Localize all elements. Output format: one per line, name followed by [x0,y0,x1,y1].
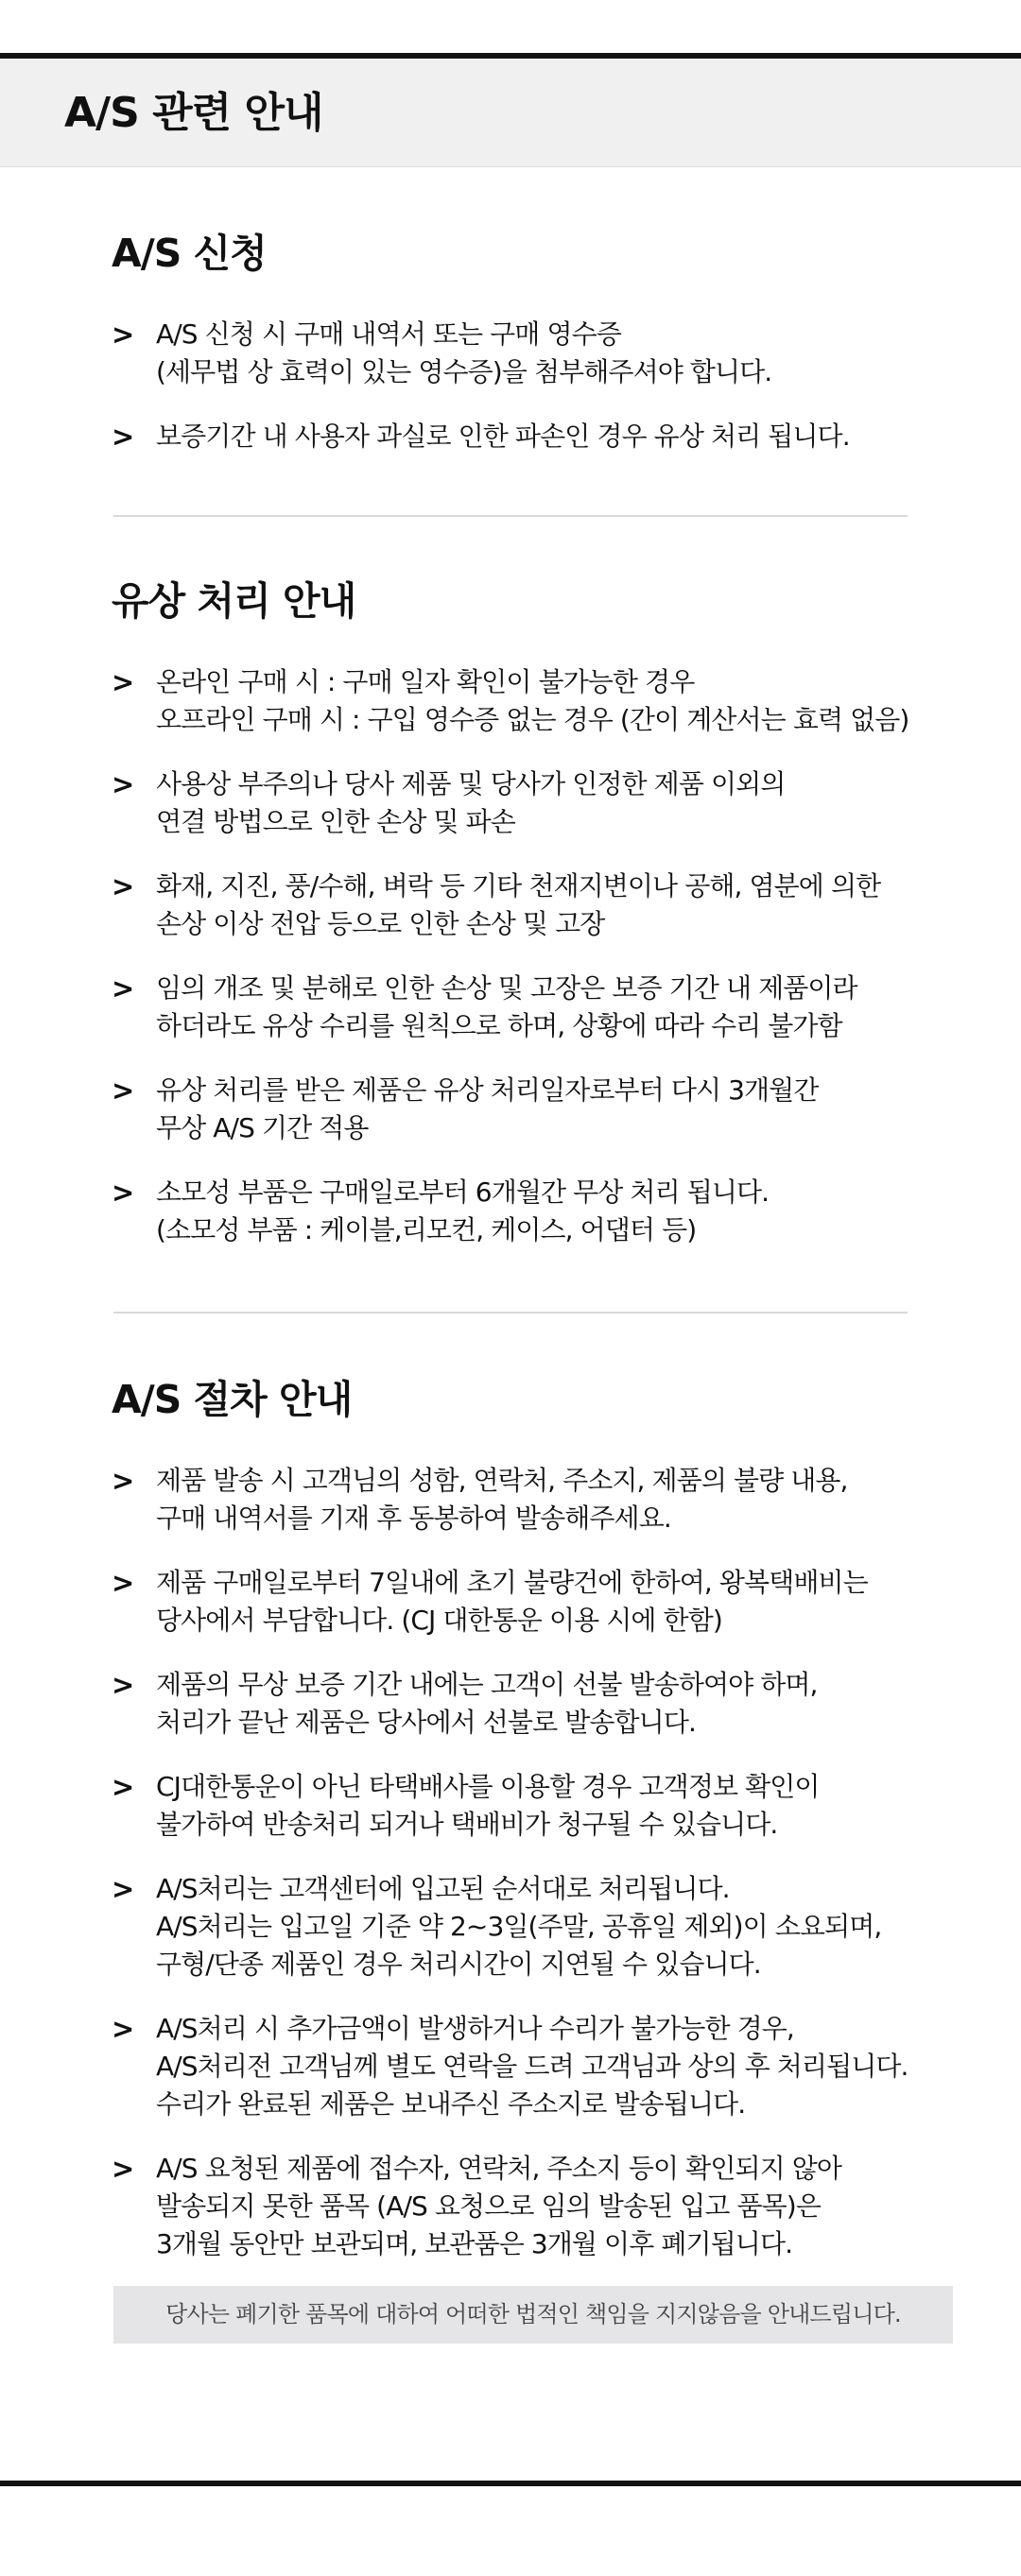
section-as-procedure [112,1371,909,2259]
chevron-right-icon: > [112,1465,135,1497]
disclaimer-notice: 당사는 폐기한 품목에 대하여 어떠한 법적인 책임을 지지않음을 안내드립니다. [113,2286,953,2344]
chevron-right-icon: > [112,1176,135,1209]
item-text [156,867,880,943]
item-line: (세무법 상 효력이 있는 영수증)을 첨부해주셔야 합니다. [156,356,772,387]
section-title: 유상 처리 안내 [112,578,356,624]
item-line: 손상 이상 전압 등으로 인한 손상 및 고장 [156,908,605,939]
page-title: A/S 관련 안내 [64,89,323,137]
chevron-right-icon: > [112,2153,135,2185]
section-paid-service [112,573,909,1245]
item-line: 구매 내역서를 기재 후 동봉하여 발송해주세요. [156,1503,671,1534]
chevron-right-icon: > [112,666,135,698]
item-line: 불가하여 반송처리 되거나 택배비가 청구될 수 있습니다. [156,1809,778,1840]
item-line: 제품의 무상 보증 기간 내에는 고객이 선불 발송하여야 하며, [156,1669,818,1700]
section-as-request [112,225,906,453]
page-header [0,59,1021,167]
chevron-right-icon: > [112,421,135,453]
item-line: A/S처리는 입고일 기준 약 2~3일(주말, 공휴일 제외)이 소요되며, [156,1911,882,1942]
section-title: A/S 신청 [112,231,267,276]
item-line: A/S처리전 고객님께 별도 연락을 드려 고객님과 상의 후 처리됩니다. [156,2051,909,2082]
item-line: (소모성 부품 : 케이블,리모컨, 케이스, 어댑터 등) [156,1214,697,1245]
item-line: 무상 A/S 기간 적용 [156,1112,369,1143]
item-text [156,1666,818,1742]
item-line: A/S 요청된 제품에 접수자, 연락처, 주소지 등이 확인되지 않아 [156,2153,842,2184]
item-line: 제품 구매일로부터 7일내에 초기 불량건에 한하여, 왕복택배비는 [156,1567,868,1598]
section-divider [113,1312,908,1314]
item-line: 화재, 지진, 풍/수해, 벼락 등 기타 천재지변이나 공해, 염분에 의한 [156,870,881,902]
item-text [156,765,785,841]
chevron-right-icon: > [112,870,135,902]
item-text [156,663,909,739]
item-line: 처리가 끝난 제품은 당사에서 선불로 발송합니다. [156,1707,696,1738]
chevron-right-icon: > [112,1567,135,1599]
item-line: 구형/단종 제품인 경우 처리시간이 지연될 수 있습니다. [156,1949,761,1980]
chevron-right-icon: > [112,972,135,1005]
item-line: 임의 개조 및 분해로 인한 손상 및 고장은 보증 기간 내 제품이라 [156,972,857,1004]
section-divider [113,515,908,517]
item-line: CJ대한통운이 아닌 타택배사를 이용할 경우 고객정보 확인이 [156,1771,820,1802]
item-line: 당사에서 부담합니다. (CJ 대한통운 이용 시에 한함) [156,1605,722,1636]
item-text [156,970,857,1045]
item-text [156,2010,909,2123]
chevron-right-icon: > [112,1771,135,1803]
item-text [156,418,850,455]
item-line: 오프라인 구매 시 : 구입 영수증 없는 경우 (간이 계산서는 효력 없음) [156,704,909,735]
item-text [156,2150,841,2263]
chevron-right-icon: > [112,2013,135,2045]
chevron-right-icon: > [112,1074,135,1107]
item-line: 사용상 부주의나 당사 제품 및 당사가 인정한 제품 이외의 [156,768,786,799]
item-line: 온라인 구매 시 : 구매 일자 확인이 불가능한 경우 [156,666,695,697]
item-text [156,316,771,391]
chevron-right-icon: > [112,768,135,800]
item-text [156,1564,868,1640]
item-text [156,1174,769,1249]
item-line: 수리가 완료된 제품은 보내주신 주소지로 발송됩니다. [156,2088,746,2120]
item-line: 보증기간 내 사용자 과실로 인한 파손인 경우 유상 처리 됩니다. [156,421,850,452]
item-line: 소모성 부품은 구매일로부터 6개월간 무상 처리 됩니다. [156,1176,770,1208]
item-line: 3개월 동안만 보관되며, 보관품은 3개월 이후 폐기됩니다. [156,2228,793,2259]
item-text [156,1072,818,1147]
item-text [156,1768,820,1844]
item-line: A/S처리는 고객센터에 입고된 순서대로 처리됩니다. [156,1873,730,1904]
item-line: 제품 발송 시 고객님의 성함, 연락처, 주소지, 제품의 불량 내용, [156,1465,848,1496]
item-line: 하더라도 유상 수리를 원칙으로 하며, 상황에 따라 수리 불가함 [156,1010,842,1041]
item-line: A/S처리 시 추가금액이 발생하거나 수리가 불가능한 경우, [156,2013,794,2044]
chevron-right-icon: > [112,1873,135,1905]
item-text [156,1870,881,1984]
chevron-right-icon: > [112,318,135,351]
section-title: A/S 절차 안내 [112,1377,353,1422]
item-line: 발송되지 못한 품목 (A/S 요청으로 임의 발송된 입고 품목)은 [156,2190,821,2222]
item-line: A/S 신청 시 구매 내역서 또는 구매 영수증 [156,318,621,350]
chevron-right-icon: > [112,1669,135,1701]
item-text [156,1462,848,1537]
bottom-rule [0,2481,1021,2486]
item-line: 유상 처리를 받은 제품은 유상 처리일자로부터 다시 3개월간 [156,1074,819,1106]
item-line: 연결 방법으로 인한 손상 및 파손 [156,806,515,837]
